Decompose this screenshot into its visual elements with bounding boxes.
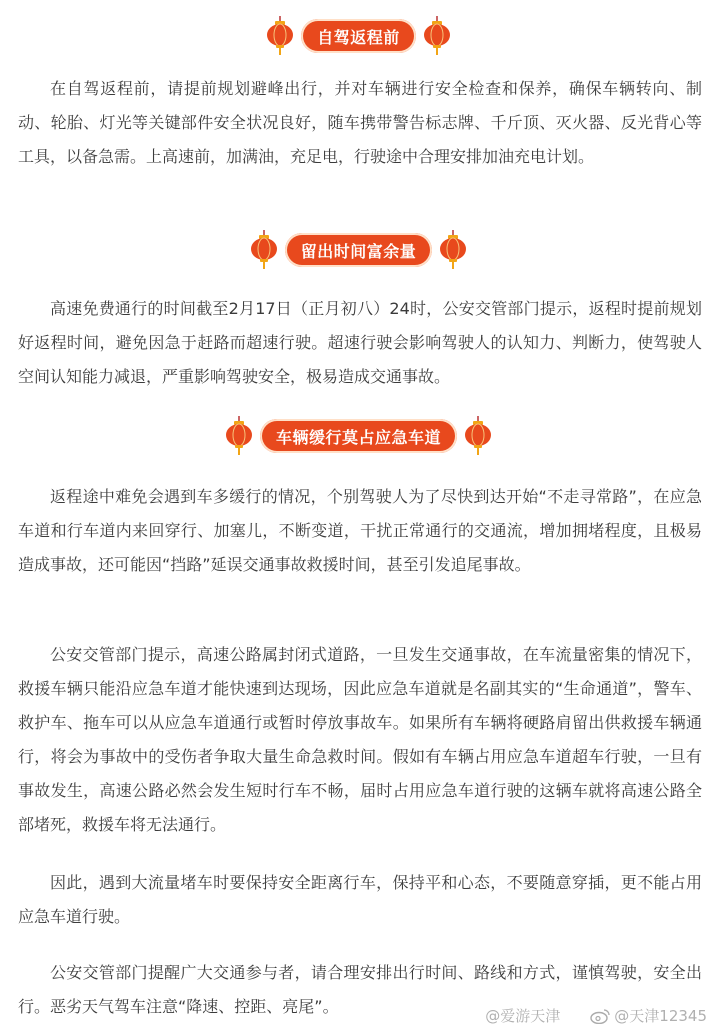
lantern-icon xyxy=(422,16,452,56)
paragraph: 高速免费通行的时间截至2月17日（正月初八）24时，公安交管部门提示，返程时提前规划好返程时间，避免因急于赶路而超速行驶。超速行驶会影响驾驶人的认知力、判断力，使驾驶人空间认知能力减退，严重影响驾驶安全，极易造成交通事故。 xyxy=(18,299,702,386)
paragraph: 在自驾返程前，请提前规划避峰出行，并对车辆进行安全检查和保养，确保车辆转向、制动、轮胎、灯光等关键部件安全状况良好，随车携带警告标志牌、千斤顶、灭火器、反光背心等工具，以备急需。上高速前，加满油，充足电，行驶途中合理安排加油充电计划。 xyxy=(18,79,702,166)
paragraph: 因此，遇到大流量堵车时要保持安全距离行车，保持平和心态，不要随意穿插，更不能占用应急车道行驶。 xyxy=(18,873,702,926)
section-title: 自驾返程前 xyxy=(301,19,416,53)
paragraph: 公安交管部门提醒广大交通参与者，请合理安排出行时间、路线和方式，谨慎驾驶，安全出行。恶劣天气驾车注意“降速、控距、亮尾”。 xyxy=(18,963,702,1016)
lantern-icon xyxy=(463,416,493,456)
watermark xyxy=(485,1005,707,1026)
lantern-icon xyxy=(224,416,254,456)
section-heading-1 xyxy=(0,16,717,56)
lantern-icon xyxy=(249,230,279,270)
paragraph: 返程途中难免会遇到车多缓行的情况，个别驾驶人为了尽快到达开始“不走寻常路”，在应急车道和行车道内来回穿行、加塞儿，不断变道，干扰正常通行的交通流，增加拥堵程度，且极易造成事故，还可能因“挡路”延误交通事故救援时间，甚至引发追尾事故。 xyxy=(18,487,702,574)
paragraph: 公安交管部门提示，高速公路属封闭式道路，一旦发生交通事故，在车流量密集的情况下，救援车辆只能沿应急车道才能快速到达现场，因此应急车道就是名副其实的“生命通道”，警车、救护车、拖车可以从应急车道通行或暂时停放事故车。如果所有车辆将硬路肩留出供救援车辆通行，将会为事故中的受伤者争取大量生命急救时间。假如有车辆占用应急车道超车行驶，一旦有事故发生，高速公路必然会发生短时行车不畅，届时占用应急车道行驶的这辆车就将高速公路全部堵死，救援车将无法通行。 xyxy=(18,645,702,834)
weibo-icon xyxy=(590,1008,610,1024)
lantern-icon xyxy=(265,16,295,56)
section-heading-3 xyxy=(0,416,717,456)
watermark-handle: @天津12345 xyxy=(614,1007,707,1025)
section-title: 留出时间富余量 xyxy=(285,233,433,267)
lantern-icon xyxy=(438,230,468,270)
section-title: 车辆缓行莫占应急车道 xyxy=(260,419,457,453)
section-heading-2 xyxy=(0,230,717,270)
watermark-handle: @爱游天津 xyxy=(485,1007,561,1025)
